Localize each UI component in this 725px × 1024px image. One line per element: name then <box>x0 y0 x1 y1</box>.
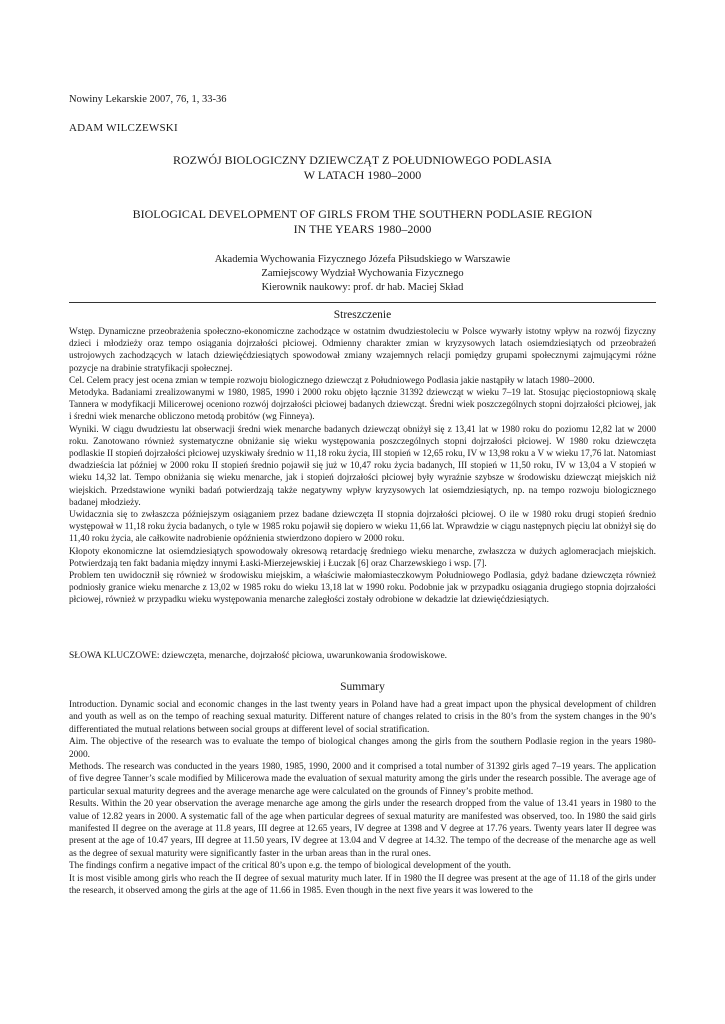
summary-heading: Summary <box>340 681 385 693</box>
affiliation-line: Akademia Wychowania Fizycznego Józefa Piłsudskiego w Warszawie <box>214 254 511 265</box>
abstract-paragraph: Kłopoty ekonomiczne lat osiemdziesiątych spowodowały okresową retardację średniego wieku menarche, zwłaszcza w dużych aglomeracjach miejskich. Potwierdzają ten fakt badania między innymi Łaski-Mierzejewskiej i Łuczak [6] oraz Charzewskiego i wsp. [7]. <box>69 546 656 569</box>
abstract-paragraph: Wstęp. Dynamiczne przeobrażenia społeczno-ekonomiczne zachodzące w ostatnim dwudziestoleciu w Polsce wywarły istotny wpływ na rozwój fizyczny dzieci i młodzieży oraz tempo osiągania dojrzałości płciowej. Odmienny charakter zmian w kryzysowych latach osiemdziesiątych od przeobrażeń ustrojowych zachodzących w latach dziewięćdziesiątych spowodował zmiany wzajemnych relacji pomiędzy grupami społecznymi zajmującymi różne pozycje na drabinie stratyfikacji społecznej. <box>69 327 656 374</box>
title-english-line: IN THE YEARS 1980–2000 <box>293 222 432 236</box>
summary-paragraph: It is most visible among girls who reach the II degree of sexual maturity much later. If in 1980 the II degree was present at the age of 11.18 of the girls under the research, it observed among the girls at the age of 11.66 in 1985. Even though in the next five years it was lowered to the <box>69 873 656 897</box>
abstract-paragraph: Wyniki. W ciągu dwudziestu lat obserwacji średni wiek menarche badanych dziewcząt obniżył się z 13,41 lat w 1980 roku do poziomu 12,82 lat w 2000 roku. Zanotowano również systematyczne obniżanie się wieku występowania poszczególnych stopni dojrzałości płciowej. W 1980 roku dziewczęta podlaskie II stopień dojrzałości płciowej uzyskiwały średnio w 11,18 roku życia, III stopień w 12,65 roku, IV w 13,98 roku a V w wieku 17,76 lat. Natomiast dwadzieścia lat później w 2000 roku II stopień średnio pojawił się już w 10,47 roku życia badanych, III stopień w 11,50 roku, IV w 13,04 a V stopień w wieku 14,32 lat. Tempo obniżania się wieku menarche, jak i stopień dojrzałości płciowej były wyraźnie szybsze w środowisku dziewcząt miejskich niż wiejskich. Przedstawione wyniki badań potwierdzają także negatywny wpływ kryzysowych lat osiemdziesiątych, np. na tempo rozwoju biologicznego badanej młodzieży. <box>69 424 656 508</box>
title-polish-line: W LATACH 1980–2000 <box>303 168 422 182</box>
summary-paragraph: Methods. The research was conducted in the years 1980, 1985, 1990, 2000 and it comprised a total number of 31392 girls aged 7–19 years. The application of five degree Tanner’s scale modified by Milicerowa made the evaluation of sexual maturity among the girls under the research possible. The average age of particular sexual maturity degrees and the average menarche age were calculated on the grounds of Finney’s probite method. <box>69 762 656 797</box>
affiliation <box>69 253 656 295</box>
title-polish-line: ROZWÓJ BIOLOGICZNY DZIEWCZĄT Z POŁUDNIOWEGO PODLASIA <box>173 153 552 167</box>
keywords: SŁOWA KLUCZOWE: dziewczęta, menarche, dojrzałość płciowa, uwarunkowania środowiskowe. <box>69 651 448 661</box>
journal-reference: Nowiny Lekarskie 2007, 76, 1, 33-36 <box>69 94 227 105</box>
summary-paragraph: The findings confirm a negative impact of the critical 80’s upon e.g. the tempo of biological development of the youth. <box>69 861 511 872</box>
streszczenie-heading: Streszczenie <box>333 309 392 321</box>
affiliation-line: Kierownik naukowy: prof. dr hab. Maciej Skład <box>261 282 464 293</box>
summary-paragraph: Results. Within the 20 year observation the average menarche age among the girls under the research dropped from the value of 13.41 years in 1980 to the value of 12.82 years in 2000. A systematic fall of the age when particular degrees of sexual maturity are manifested was observed, too. In 1980 the said girls manifested II degree on the average at 11.8 years, III degree at 12.65 years, IV degree at 1398 and V degree at 17.76 years. Twenty years later II degree was present at the age of 10.47 years, III degree at 11.50 years, IV degree at 13.04 and V degree at 14.32. The tempo of the decrease of the menarche age as well as the degree of sexual maturity were significantly faster in the urban areas than in the rural ones. <box>69 799 656 859</box>
summary-body <box>69 699 656 898</box>
abstract-paragraph: Metodyka. Badaniami zrealizowanymi w 1980, 1985, 1990 i 2000 roku objęto łącznie 31392 dziewcząt w wieku 7–19 lat. Stosując pięciostopniową skalę Tannera w modyfikacji Milicerowej oceniono rozwój dojrzałości płciowej badanych dziewcząt. Średni wiek poszczególnych stopni dojrzałości płciowej, jak i średni wiek menarche obliczono metodą probitów (wg Finneya). <box>69 388 656 423</box>
abstract-paragraph: Uwidacznia się to zwłaszcza późniejszym osiąganiem przez badane dziewczęta II stopnia dojrzałości płciowej. O ile w 1980 roku drugi stopień średnio występował w 11,18 roku życia badanych, o tyle w 1985 roku pojawił się dopiero w wieku 11,66 lat. Wprawdzie w ciągu następnych pięciu lat obniżył się do 11,40 roku życia, ale całkowite nadrobienie opóźnienia stwierdzono dopiero w 2000 roku. <box>69 510 656 545</box>
title-polish <box>69 153 656 183</box>
author-name: ADAM WILCZEWSKI <box>69 122 178 134</box>
abstract-paragraph: Problem ten uwidocznił się również w środowisku miejskim, a właściwie małomiasteczkowym Południowego Podlasia, gdyż badane dziewczęta również podniosły granice wieku menarche z 13,02 w 1985 roku do wieku 13,18 lat w 1990 roku. Podobnie jak w przypadku osiągania drugiego stopnia dojrzałości płciowej, również w przypadku wieku występowania menarche zaległości zostały odrobione w dekadzie lat dziewięćdziesiątych. <box>69 571 656 606</box>
abstract-paragraph: Cel. Celem pracy jest ocena zmian w tempie rozwoju biologicznego dziewcząt z Południowego Podlasia jakie nastąpiły w latach 1980–2000. <box>69 375 595 386</box>
streszczenie-body <box>69 326 656 607</box>
title-english <box>69 207 656 237</box>
title-english-line: BIOLOGICAL DEVELOPMENT OF GIRLS FROM THE SOUTHERN PODLASIE REGION <box>132 207 593 221</box>
affiliation-line: Zamiejscowy Wydział Wychowania Fizycznego <box>261 268 464 279</box>
divider <box>69 302 656 303</box>
summary-paragraph: Aim. The objective of the research was to evaluate the tempo of biological changes among the girls from the southern Podlasie region in the years 1980- 2000. <box>69 737 656 760</box>
summary-paragraph: Introduction. Dynamic social and economic changes in the last twenty years in Poland have had a great impact upon the physical development of children and youth as well as on the tempo of reaching sexual maturity. Different nature of changes related to crisis in the 80’s from the system changes in the 90’s differentiated the mutual relations between social groups at different level of social stratification. <box>69 700 656 735</box>
